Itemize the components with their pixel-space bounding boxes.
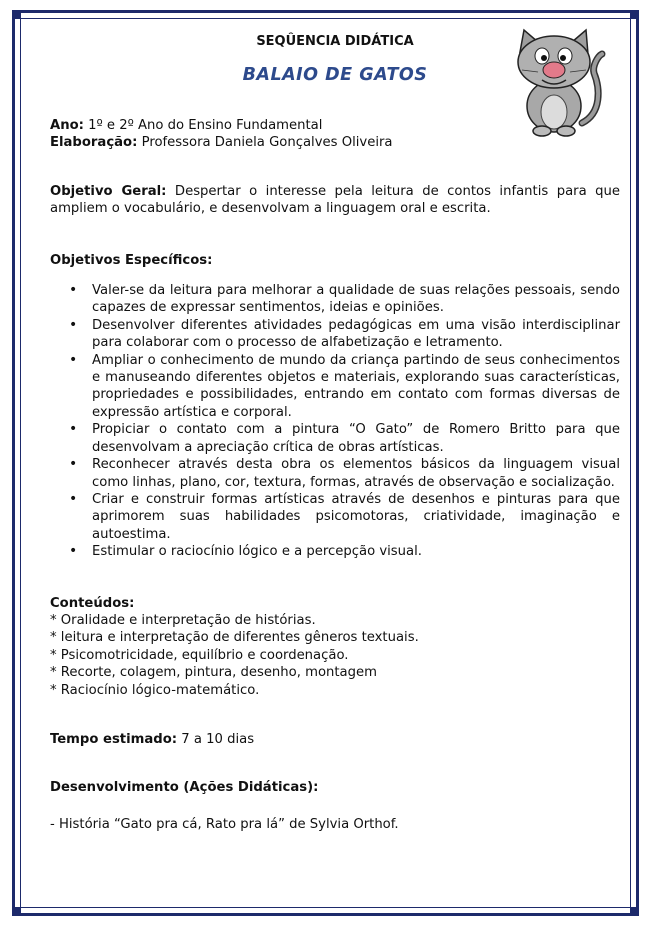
- list-item: * Recorte, colagem, pintura, desenho, montagem: [50, 665, 377, 681]
- objetivos-especificos-label: Objetivos Específicos:: [50, 252, 213, 268]
- conteudos: [50, 595, 620, 699]
- objetivo-geral: [50, 183, 620, 218]
- list-item: * leitura e interpretação de diferentes gêneros textuais.: [50, 630, 419, 646]
- list-item: • Criar e construir formas artísticas através de desenhos e pinturas para que aprimorem suas habilidades psicomotoras, criatividade, imaginação e autoestima.: [92, 491, 620, 543]
- conteudos-label: Conteúdos:: [50, 595, 135, 611]
- document-kicker: SEQÛENCIA DIDÁTICA: [256, 34, 414, 49]
- tempo-value: 7 a 10 dias: [181, 731, 255, 747]
- objetivos-especificos: [50, 252, 620, 561]
- frame-corner: [12, 10, 21, 19]
- list-item: * Oralidade e interpretação de histórias.: [50, 612, 316, 628]
- document-body: [50, 30, 620, 833]
- tempo-estimado: [50, 731, 620, 748]
- list-item: • Desenvolver diferentes atividades pedagógicas em uma visão interdisciplinar para colaborar com o processo de alfabetização e letramento.: [92, 317, 620, 352]
- frame-corner: [12, 907, 21, 916]
- objetivo-geral-label: Objetivo Geral:: [50, 183, 167, 199]
- desenvolvimento-label: Desenvolvimento (Ações Didáticas):: [50, 780, 319, 796]
- ano-value: 1º e 2º Ano do Ensino Fundamental: [88, 118, 323, 133]
- frame-corner: [630, 10, 639, 19]
- objetivo-geral-text: Despertar o interesse pela leitura de contos infantis para que ampliem o vocabulário, e desenvolvam a linguagem oral e escrita.: [50, 183, 620, 217]
- list-item: • Ampliar o conhecimento de mundo da criança partindo de seus conhecimentos e manuseando diferentes objetos e materiais, explorando suas características, propriedades e possibilidades, entrando em contato com formas diversas de expressão artística e corporal.: [92, 352, 620, 422]
- tempo-label: Tempo estimado:: [50, 731, 178, 747]
- elaboracao-line: [50, 134, 620, 151]
- ano-line: [50, 117, 620, 134]
- frame-corner: [630, 907, 639, 916]
- elaboracao-label: Elaboração:: [50, 135, 138, 151]
- meta-block: [50, 117, 620, 152]
- list-item: • Estimular o raciocínio lógico e a percepção visual.: [92, 543, 620, 560]
- list-item: • Propiciar o contato com a pintura “O Gato” de Romero Britto para que desenvolvam a apreciação crítica de obras artísticas.: [92, 421, 620, 456]
- document-title: BALAIO DE GATOS: [242, 65, 428, 85]
- desenvolvimento-line: - História “Gato pra cá, Rato pra lá” de Sylvia Orthof.: [50, 816, 399, 832]
- list-item: * Raciocínio lógico-matemático.: [50, 682, 260, 698]
- list-item: * Psicomotricidade, equilíbrio e coordenação.: [50, 647, 349, 663]
- elaboracao-value: Professora Daniela Gonçalves Oliveira: [141, 135, 393, 151]
- objetivos-list: [50, 282, 620, 561]
- list-item: • Valer-se da leitura para melhorar a qualidade de suas relações pessoais, sendo capazes de expressar sentimentos, ideias e opiniões.: [92, 282, 620, 317]
- ano-label: Ano:: [50, 118, 84, 133]
- list-item: • Reconhecer através desta obra os elementos básicos da linguagem visual como linhas, plano, cor, textura, formas, através de observação e socialização.: [92, 456, 620, 491]
